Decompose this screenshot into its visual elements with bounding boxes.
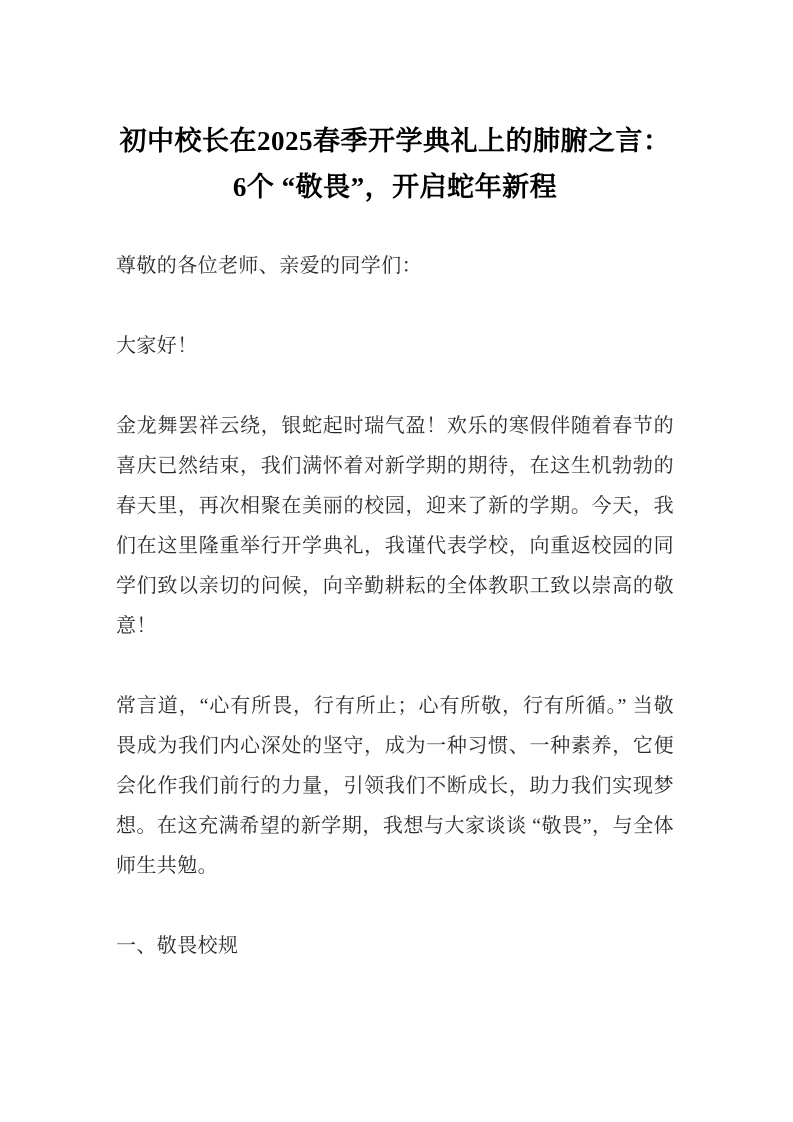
- salutation-paragraph: 尊敬的各位老师、亲爱的同学们：: [116, 255, 422, 277]
- title-spacer: [116, 210, 674, 246]
- section-heading-1: 一、敬畏校规: [116, 935, 239, 957]
- body-paragraph-2: 常言道，“心有所畏，行有所止；心有所敬，行有所循。” 当敬畏成为我们内心深处的坚守，成为一种习惯、一种素养，它便会化作我们前行的力量，引领我们不断成长，助力我们实现梦想。在这充满希望的新学期，我想与大家谈谈 “敬畏”，与全体师生共勉。: [116, 695, 674, 877]
- page-title: 初中校长在2025春季开学典礼上的肺腑之言：6个 “敬畏”，开启蛇年新程: [119, 126, 671, 202]
- body-paragraph-1: 金龙舞罢祥云绕，银蛇起时瑞气盈！欢乐的寒假伴随着春节的喜庆已然结束，我们满怀着对新学期的期待，在这生机勃勃的春天里，再次相聚在美丽的校园，迎来了新的学期。今天，我们在这里隆重举行开学典礼，我谨代表学校，向重返校园的同学们致以亲切的问候，向辛勤耕耘的全体教职工致以崇高的敬意！: [116, 415, 674, 637]
- document-body: [116, 118, 674, 966]
- greeting-paragraph: 大家好！: [116, 335, 198, 357]
